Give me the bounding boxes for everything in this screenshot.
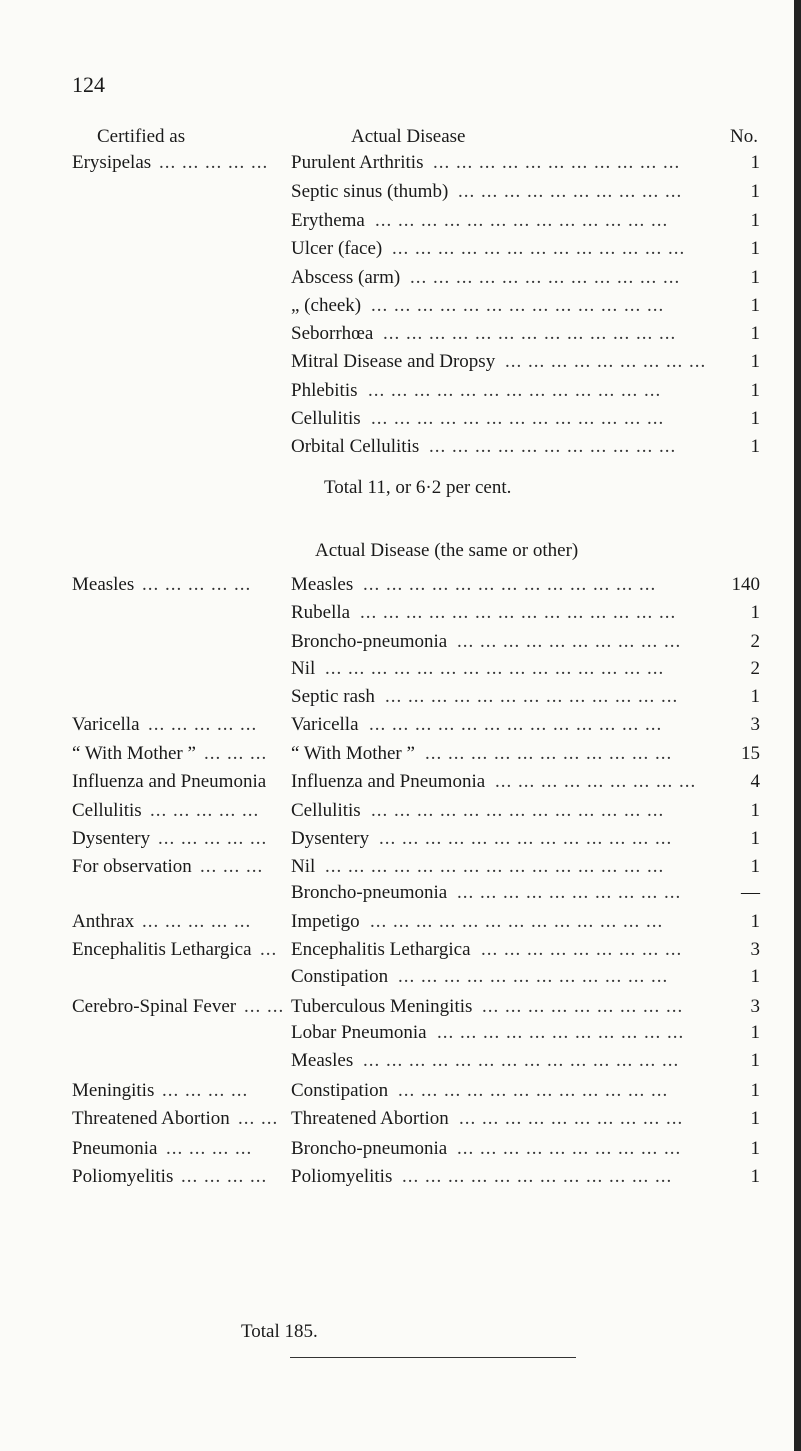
certified-as-cell: Varicella: [72, 714, 140, 735]
actual-disease-cell: Constipation: [291, 966, 389, 987]
leader-dots: ... ... ... ... ... ... ... ... ... ... ...: [425, 743, 673, 764]
count-cell: 1: [750, 267, 760, 288]
leader-dots: ... ... ... ... ... ... ... ... ... ... ... ... ...: [375, 210, 669, 231]
leader-dots: ... ... ... ... ... ... ... ... ... ...: [459, 1108, 684, 1129]
leader-dots: ... ... ... ... ... ... ... ... ... ... ... ...: [410, 267, 681, 288]
count-cell: 1: [750, 1050, 760, 1071]
actual-disease-cell: Encephalitis Lethargica: [291, 939, 471, 960]
count-cell: —: [741, 882, 760, 903]
actual-disease-cell: Broncho-pneumonia: [291, 1138, 448, 1159]
certified-as-cell: Poliomyelitis: [72, 1166, 174, 1187]
leader-dots: ... ... ... ... ...: [150, 800, 260, 821]
section1-total: Total 11, or 6·2 per cent.: [324, 477, 512, 498]
leader-dots: ... ... ... ...: [166, 1138, 253, 1159]
leader-dots: ... ... ... ... ... ... ... ... ... ... ... ... ...: [371, 295, 665, 316]
count-cell: 3: [750, 939, 760, 960]
leader-dots: ... ... ... ... ... ... ... ... ... ... ... ... ...: [370, 911, 664, 932]
table-row: [0, 911, 801, 939]
leader-dots: ... ... ... ... ... ... ... ... ... ... ...: [429, 436, 677, 457]
table-row: [0, 602, 801, 630]
actual-disease-cell: Nil: [291, 658, 316, 679]
table-row: [0, 436, 801, 464]
leader-dots: ... ... ... ... ... ... ... ... ... ... ... ... ...: [385, 686, 679, 707]
actual-disease-cell: Lobar Pneumonia: [291, 1022, 427, 1043]
table-row: [0, 800, 801, 828]
count-cell: 2: [750, 631, 760, 652]
leader-dots: ... ... ... ... ... ... ... ... ...: [481, 939, 683, 960]
actual-disease-cell: Seborrhœa: [291, 323, 374, 344]
actual-disease-cell: Nil: [291, 856, 316, 877]
certified-as-cell: Pneumonia: [72, 1138, 158, 1159]
count-cell: 1: [750, 966, 760, 987]
table-row: [0, 323, 801, 351]
page-number: 124: [72, 72, 105, 97]
actual-disease-cell: Mitral Disease and Dropsy: [291, 351, 496, 372]
leader-dots: ... ... ...: [200, 856, 264, 877]
leader-dots: ... ... ... ...: [162, 1080, 249, 1101]
actual-disease-cell: Influenza and Pneumonia: [291, 771, 486, 792]
count-cell: 1: [750, 238, 760, 259]
certified-as-cell: Erysipelas: [72, 152, 152, 173]
leader-dots: ... ... ... ... ...: [142, 911, 252, 932]
table-row: [0, 267, 801, 295]
leader-dots: ... ... ... ... ... ... ... ... ... ... ... ... ...: [363, 574, 657, 595]
section2-total: Total 185.: [241, 1321, 318, 1342]
certified-as-cell: Cerebro-Spinal Fever: [72, 996, 237, 1017]
table-row: [0, 1138, 801, 1166]
table-row: [0, 1022, 801, 1050]
leader-dots: ... ... ... ...: [181, 1166, 268, 1187]
actual-disease-cell: Impetigo: [291, 911, 360, 932]
leader-dots: ... ... ... ... ... ... ... ... ... ... ... ... ...: [392, 238, 686, 259]
certified-as-cell: Meningitis: [72, 1080, 155, 1101]
count-cell: 1: [750, 323, 760, 344]
leader-dots: ... ... ... ... ... ... ... ... ...: [505, 351, 707, 372]
table-row: [0, 351, 801, 379]
actual-disease-cell: Phlebitis: [291, 380, 358, 401]
count-cell: 1: [750, 1138, 760, 1159]
count-cell: 15: [741, 743, 760, 764]
count-cell: 3: [750, 996, 760, 1017]
count-cell: 1: [750, 408, 760, 429]
column-header-actual: Actual Disease: [351, 126, 466, 147]
leader-dots: ... ... ... ... ... ... ... ... ... ... ... ... ... ... ...: [325, 658, 665, 679]
actual-disease-cell: “ With Mother ”: [291, 743, 415, 764]
count-cell: 140: [731, 574, 760, 595]
leader-dots: ... ... ... ... ... ... ... ... ... ...: [457, 882, 682, 903]
table-row: [0, 714, 801, 742]
table-row: [0, 181, 801, 209]
actual-disease-cell: Septic sinus (thumb): [291, 181, 449, 202]
certified-as-cell: Cellulitis: [72, 800, 142, 821]
certified-as-cell: Encephalitis Lethargica: [72, 939, 252, 960]
page-edge-shadow: [794, 0, 801, 1451]
table-row: [0, 686, 801, 714]
certified-as-cell: Dysentery: [72, 828, 151, 849]
leader-dots: ... ... ... ... ... ... ... ... ...: [482, 996, 684, 1017]
count-cell: 1: [750, 351, 760, 372]
leader-dots: ...: [260, 939, 278, 960]
certified-as-cell: Influenza and Pneumonia: [72, 771, 267, 792]
leader-dots: ... ...: [244, 996, 285, 1017]
actual-disease-cell: Septic rash: [291, 686, 375, 707]
leader-dots: ... ... ... ... ... ... ... ... ... ...: [457, 631, 682, 652]
actual-disease-cell: Abscess (arm): [291, 267, 401, 288]
actual-disease-cell: Threatened Abortion: [291, 1108, 449, 1129]
table-row: [0, 295, 801, 323]
count-cell: 4: [750, 771, 760, 792]
table-row: [0, 408, 801, 436]
actual-disease-cell: Tuberculous Meningitis: [291, 996, 473, 1017]
table-row: [0, 771, 801, 799]
actual-disease-cell: Varicella: [291, 714, 359, 735]
actual-disease-cell: Orbital Cellulitis: [291, 436, 420, 457]
count-cell: 1: [750, 602, 760, 623]
table-row: [0, 743, 801, 771]
leader-dots: ... ...: [238, 1108, 279, 1129]
certified-as-cell: For observation: [72, 856, 192, 877]
leader-dots: ... ... ... ... ... ... ... ... ... ...: [457, 1138, 682, 1159]
actual-disease-cell: Dysentery: [291, 828, 370, 849]
table-row: [0, 996, 801, 1024]
table-row: [0, 238, 801, 266]
count-cell: 1: [750, 295, 760, 316]
leader-dots: ... ... ... ... ... ... ... ... ... ... ...: [437, 1022, 685, 1043]
count-cell: 2: [750, 658, 760, 679]
leader-dots: ... ... ... ... ... ... ... ... ... ... ...: [433, 152, 681, 173]
leader-dots: ... ... ... ... ... ... ... ... ... ... ... ...: [398, 1080, 669, 1101]
actual-disease-cell: Cellulitis: [291, 408, 361, 429]
table-row: [0, 152, 801, 180]
leader-dots: ... ... ... ... ... ... ... ... ... ...: [458, 181, 683, 202]
certified-as-cell: Anthrax: [72, 911, 135, 932]
count-cell: 1: [750, 1022, 760, 1043]
table-row: [0, 828, 801, 856]
leader-dots: ... ... ...: [204, 743, 268, 764]
actual-disease-cell: Broncho-pneumonia: [291, 882, 448, 903]
actual-disease-cell: Broncho-pneumonia: [291, 631, 448, 652]
table-row: [0, 210, 801, 238]
leader-dots: ... ... ... ... ... ... ... ... ... ... ... ... ...: [369, 714, 663, 735]
certified-as-cell: Measles: [72, 574, 135, 595]
table-row: [0, 1050, 801, 1078]
count-cell: 1: [750, 686, 760, 707]
leader-dots: ... ... ... ... ... ... ... ... ... ... ... ... ...: [383, 323, 677, 344]
count-cell: 1: [750, 1108, 760, 1129]
table-row: [0, 1108, 801, 1136]
actual-disease-cell: Rubella: [291, 602, 351, 623]
actual-disease-cell: Cellulitis: [291, 800, 361, 821]
actual-disease-cell: „ (cheek): [291, 295, 362, 316]
leader-dots: ... ... ... ... ... ... ... ... ... ... ... ... ... ...: [363, 1050, 680, 1071]
table-row: [0, 574, 801, 602]
count-cell: 1: [750, 436, 760, 457]
table-row: [0, 658, 801, 686]
section2-column-header-actual: Actual Disease (the same or other): [315, 540, 579, 561]
leader-dots: ... ... ... ... ... ... ... ... ... ... ... ... ... ...: [360, 602, 677, 623]
table-row: [0, 380, 801, 408]
leader-dots: ... ... ... ... ... ... ... ... ... ... ... ... ...: [371, 800, 665, 821]
table-row: [0, 882, 801, 910]
count-cell: 1: [750, 800, 760, 821]
actual-disease-cell: Ulcer (face): [291, 238, 383, 259]
table-row: [0, 856, 801, 884]
closing-rule: [290, 1357, 576, 1358]
count-cell: 1: [750, 911, 760, 932]
table-row: [0, 966, 801, 994]
table-row: [0, 1080, 801, 1108]
leader-dots: ... ... ... ... ...: [159, 152, 269, 173]
column-header-no: No.: [730, 126, 758, 147]
column-header-certified: Certified as: [97, 126, 186, 147]
certified-as-cell: Threatened Abortion: [72, 1108, 230, 1129]
table-row: [0, 631, 801, 659]
count-cell: 1: [750, 152, 760, 173]
actual-disease-cell: Purulent Arthritis: [291, 152, 424, 173]
count-cell: 1: [750, 856, 760, 877]
certified-as-cell: “ With Mother ”: [72, 743, 196, 764]
leader-dots: ... ... ... ... ... ... ... ... ... ... ... ... ...: [368, 380, 662, 401]
count-cell: 1: [750, 380, 760, 401]
leader-dots: ... ... ... ... ...: [148, 714, 258, 735]
leader-dots: ... ... ... ... ... ... ... ... ... ... ... ...: [398, 966, 669, 987]
actual-disease-cell: Measles: [291, 1050, 354, 1071]
actual-disease-cell: Poliomyelitis: [291, 1166, 393, 1187]
actual-disease-cell: Erythema: [291, 210, 365, 231]
count-cell: 1: [750, 210, 760, 231]
count-cell: 1: [750, 181, 760, 202]
leader-dots: ... ... ... ... ...: [142, 574, 252, 595]
actual-disease-cell: Constipation: [291, 1080, 389, 1101]
leader-dots: ... ... ... ... ...: [158, 828, 268, 849]
table-row: [0, 939, 801, 967]
actual-disease-cell: Measles: [291, 574, 354, 595]
count-cell: 1: [750, 1166, 760, 1187]
count-cell: 1: [750, 1080, 760, 1101]
leader-dots: ... ... ... ... ... ... ... ... ... ... ... ...: [402, 1166, 673, 1187]
count-cell: 1: [750, 828, 760, 849]
leader-dots: ... ... ... ... ... ... ... ... ...: [495, 771, 697, 792]
count-cell: 3: [750, 714, 760, 735]
leader-dots: ... ... ... ... ... ... ... ... ... ... ... ... ... ... ...: [325, 856, 665, 877]
leader-dots: ... ... ... ... ... ... ... ... ... ... ... ... ...: [371, 408, 665, 429]
leader-dots: ... ... ... ... ... ... ... ... ... ... ... ... ...: [379, 828, 673, 849]
table-row: [0, 1166, 801, 1194]
